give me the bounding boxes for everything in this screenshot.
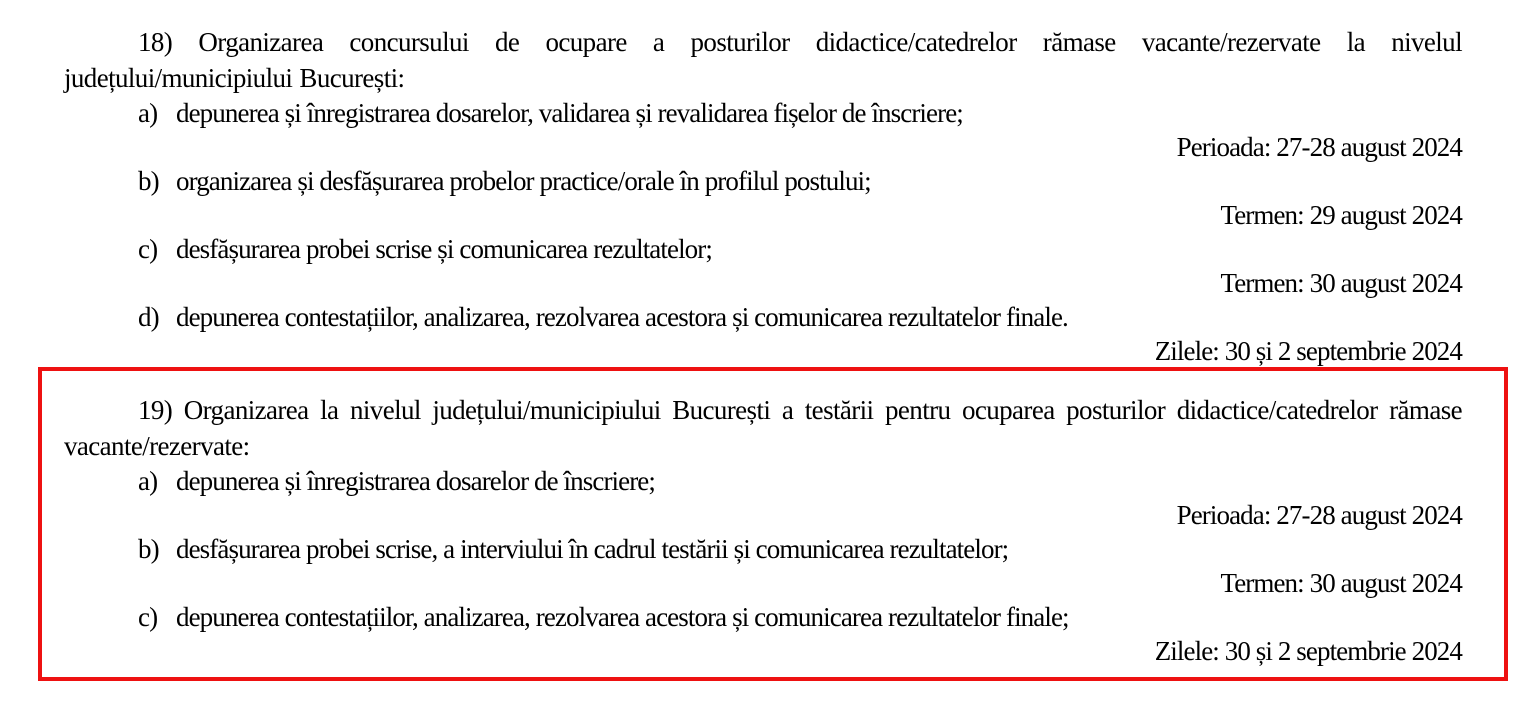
section-19 [64, 392, 1462, 668]
item-label: c) [138, 602, 158, 632]
item-deadline: Termen: 30 august 2024 [1220, 568, 1462, 598]
item-label: b) [138, 166, 159, 196]
item-deadline: Termen: 29 august 2024 [1220, 200, 1462, 230]
item-label: b) [138, 534, 159, 564]
item-text: desfășurarea probei scrise și comunicarea rezultatelor; [176, 234, 712, 264]
item-label: c) [138, 234, 158, 264]
list-item [64, 600, 1462, 634]
list-item [64, 164, 1462, 198]
item-text: organizarea și desfășurarea probelor practice/orale în profilul postului; [176, 166, 871, 196]
list-item [64, 96, 1462, 130]
item-text: depunerea și înregistrarea dosarelor, validarea și revalidarea fișelor de înscriere; [176, 98, 963, 128]
item-deadline: Perioada: 27-28 august 2024 [1176, 132, 1462, 162]
section-18 [64, 24, 1462, 368]
item-text: desfășurarea probei scrise, a interviului în cadrul testării și comunicarea rezultatelor; [176, 534, 1009, 564]
item-text: depunerea și înregistrarea dosarelor de înscriere; [176, 466, 655, 496]
item-text: depunerea contestațiilor, analizarea, rezolvarea acestora și comunicarea rezultatelor finale; [176, 602, 1069, 632]
item-deadline: Termen: 30 august 2024 [1220, 268, 1462, 298]
list-item [64, 300, 1462, 334]
item-deadline: Perioada: 27-28 august 2024 [1176, 500, 1462, 530]
section-heading: 18) Organizarea concursului de ocupare a posturilor didactice/catedrelor rămase vacante/rezervate la nivelul județului/municipiului București: [64, 27, 1462, 93]
item-deadline: Zilele: 30 și 2 septembrie 2024 [1154, 636, 1462, 666]
section-heading: 19) Organizarea la nivelul județului/municipiului București a testării pentru ocuparea posturilor didactice/catedrelor rămase vacante/rezervate: [64, 395, 1462, 461]
item-deadline: Zilele: 30 și 2 septembrie 2024 [1154, 336, 1462, 366]
item-label: a) [138, 98, 158, 128]
list-item [64, 532, 1462, 566]
list-item [64, 232, 1462, 266]
list-item [64, 464, 1462, 498]
item-label: a) [138, 466, 158, 496]
item-text: depunerea contestațiilor, analizarea, rezolvarea acestora și comunicarea rezultatelor finale. [176, 302, 1068, 332]
item-label: d) [138, 302, 159, 332]
